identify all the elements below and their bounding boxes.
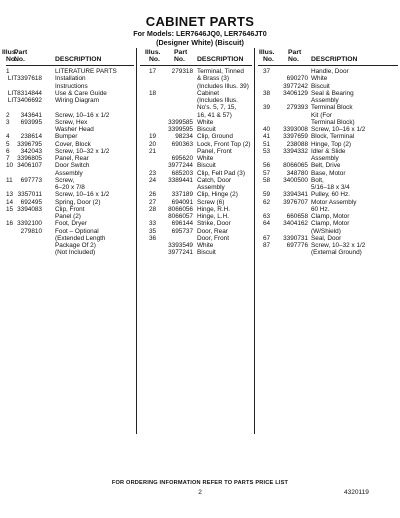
part-number: 8066065 bbox=[283, 162, 308, 170]
part-number: 3389441 bbox=[168, 176, 193, 184]
illus-number: 20 bbox=[149, 140, 157, 148]
parts-row bbox=[140, 199, 252, 206]
part-description: Screw (6) bbox=[197, 198, 225, 206]
part-number: 3394341 bbox=[283, 191, 308, 199]
part-number: 3393008 bbox=[283, 126, 308, 133]
part-description: (External Ground) bbox=[311, 249, 362, 257]
parts-row bbox=[258, 228, 398, 235]
header-part: Part bbox=[174, 49, 188, 56]
part-description: Bumper bbox=[55, 133, 78, 141]
parts-row bbox=[258, 119, 398, 126]
parts-list bbox=[6, 68, 134, 257]
parts-row bbox=[258, 249, 398, 256]
illus-number: 51 bbox=[263, 140, 271, 148]
part-description: Wiring Diagram bbox=[55, 97, 100, 104]
parts-row bbox=[6, 75, 134, 82]
illus-number: 41 bbox=[263, 133, 271, 141]
part-number: 3394083 bbox=[17, 205, 42, 213]
header-illus-no: No. bbox=[263, 56, 274, 63]
part-number: 3390731 bbox=[283, 234, 308, 242]
part-description: Biscuit bbox=[311, 82, 330, 90]
parts-row bbox=[258, 83, 398, 90]
parts-row bbox=[258, 104, 398, 111]
ordering-info-note: FOR ORDERING INFORMATION REFER TO PARTS PRICE LIST bbox=[111, 480, 289, 486]
parts-row bbox=[258, 220, 398, 227]
illus-number: 7 bbox=[6, 155, 10, 162]
parts-row bbox=[6, 68, 134, 75]
illus-number: 10 bbox=[6, 162, 14, 170]
parts-row bbox=[140, 104, 252, 111]
part-description: Handle, Door bbox=[311, 68, 349, 75]
parts-row bbox=[258, 68, 398, 75]
page-number: 2 bbox=[198, 489, 202, 496]
part-number: 98234 bbox=[175, 133, 193, 141]
parts-row bbox=[140, 155, 252, 162]
part-number: 3396805 bbox=[17, 155, 42, 162]
parts-row bbox=[258, 242, 398, 249]
parts-column-1 bbox=[2, 48, 134, 257]
part-description: Terminal, Tinned bbox=[197, 68, 244, 75]
part-description: Screw, 10–16 x 1/2 bbox=[55, 191, 110, 199]
parts-row bbox=[6, 213, 134, 220]
illus-number: 23 bbox=[149, 169, 157, 177]
part-number: LIT8314844 bbox=[7, 89, 42, 97]
parts-row bbox=[258, 162, 398, 169]
part-number: 693995 bbox=[20, 118, 42, 126]
illus-number: 14 bbox=[6, 198, 14, 206]
part-description: Screw, 10–32 x 1/2 bbox=[55, 147, 110, 155]
part-description: Clip, Ground bbox=[197, 133, 233, 141]
illus-number: 62 bbox=[263, 198, 271, 206]
parts-row bbox=[140, 119, 252, 126]
parts-row bbox=[6, 162, 134, 169]
column-divider bbox=[136, 48, 137, 434]
part-description: White bbox=[197, 155, 214, 162]
parts-row bbox=[6, 206, 134, 213]
part-description: Assembly bbox=[197, 184, 225, 191]
part-number: 238088 bbox=[286, 140, 308, 148]
parts-row bbox=[140, 97, 252, 104]
illus-number: 35 bbox=[149, 227, 157, 235]
illus-number: 1 bbox=[6, 68, 10, 75]
part-number: 697776 bbox=[286, 242, 308, 249]
parts-row bbox=[6, 170, 134, 177]
part-number: 279393 bbox=[286, 104, 308, 112]
parts-row bbox=[258, 75, 398, 82]
parts-row bbox=[6, 97, 134, 104]
parts-row bbox=[140, 148, 252, 155]
illus-number: 58 bbox=[263, 176, 271, 184]
header-description: DESCRIPTION bbox=[197, 56, 244, 63]
part-description: Block, Terminal bbox=[311, 133, 355, 141]
parts-row bbox=[258, 155, 398, 162]
part-description: Cover, Block bbox=[55, 140, 91, 148]
header-description: DESCRIPTION bbox=[311, 56, 358, 63]
part-description: Spring, Door (2) bbox=[55, 198, 101, 206]
column-header bbox=[2, 48, 134, 65]
part-description: Package Of 2) bbox=[55, 242, 96, 249]
models-subtitle: For Models: LER7646JQ0, LER7646JT0 bbox=[133, 29, 267, 38]
part-description: Assembly bbox=[311, 155, 339, 162]
parts-row bbox=[258, 112, 398, 119]
part-description: Panel, Rear bbox=[55, 155, 89, 162]
illus-number: 19 bbox=[149, 133, 157, 141]
illus-number: 16 bbox=[6, 220, 14, 228]
part-description: Door, Front bbox=[197, 234, 229, 242]
parts-row bbox=[140, 83, 252, 90]
parts-row bbox=[258, 133, 398, 140]
parts-row bbox=[6, 242, 134, 249]
part-description: Base, Motor bbox=[311, 169, 346, 177]
parts-row bbox=[140, 112, 252, 119]
parts-row bbox=[6, 133, 134, 140]
parts-row bbox=[6, 199, 134, 206]
part-number: 3400500 bbox=[283, 176, 308, 184]
parts-row bbox=[258, 177, 398, 184]
part-description: Clamp, Motor bbox=[311, 220, 350, 228]
part-number: 3394332 bbox=[283, 147, 308, 155]
part-number: 3399585 bbox=[168, 118, 193, 126]
part-number: 279810 bbox=[20, 227, 42, 235]
part-number: 3977244 bbox=[168, 162, 193, 170]
parts-row bbox=[6, 177, 134, 184]
part-number: 690270 bbox=[286, 75, 308, 83]
part-description: Bolt, bbox=[311, 176, 324, 184]
part-description: Door Switch bbox=[55, 162, 90, 170]
part-description: Seal, Door bbox=[311, 234, 342, 242]
parts-row bbox=[140, 126, 252, 133]
part-description: Use & Care Guide bbox=[55, 89, 107, 97]
part-description: Biscuit bbox=[197, 249, 216, 257]
part-description: Instructions bbox=[55, 82, 88, 90]
header-illus: Illus. bbox=[259, 49, 275, 56]
illus-number: 4 bbox=[6, 133, 10, 141]
part-description: Terminal Block) bbox=[311, 118, 355, 126]
part-number: 690363 bbox=[171, 140, 193, 148]
header-illus-no: No. bbox=[149, 56, 160, 63]
header-part: Part bbox=[14, 49, 28, 56]
parts-row bbox=[6, 155, 134, 162]
header-illus-no: No. bbox=[6, 56, 17, 63]
parts-row bbox=[6, 83, 134, 90]
illus-number: 3 bbox=[6, 118, 10, 126]
part-description: Hinge, L.H. bbox=[197, 213, 229, 220]
part-description: Seal & Bearing bbox=[311, 89, 354, 97]
part-description: Strike, Door bbox=[197, 220, 231, 228]
parts-row bbox=[258, 141, 398, 148]
part-description: 60 Hz. bbox=[311, 205, 330, 213]
part-description: Panel, Front bbox=[197, 147, 232, 155]
part-description: LITERATURE PARTS bbox=[55, 68, 117, 75]
part-description: (Includes Illus. 39) bbox=[197, 82, 249, 90]
part-description: (W/Shield) bbox=[311, 227, 341, 235]
illus-number: 39 bbox=[263, 104, 271, 112]
part-description: Idler & Slide bbox=[311, 147, 346, 155]
illus-number: 38 bbox=[263, 89, 271, 97]
parts-row bbox=[258, 206, 398, 213]
parts-row bbox=[6, 141, 134, 148]
part-number: 660658 bbox=[286, 213, 308, 220]
part-number: 279318 bbox=[171, 68, 193, 75]
parts-row bbox=[140, 242, 252, 249]
part-description: Panel (2) bbox=[55, 213, 81, 220]
header-part-no: No. bbox=[174, 56, 185, 63]
parts-row bbox=[6, 112, 134, 119]
part-description: Pulley, 60 Hz. bbox=[311, 191, 350, 199]
illus-number: 37 bbox=[263, 68, 271, 75]
illus-number: 2 bbox=[6, 111, 10, 119]
parts-row bbox=[6, 126, 134, 133]
part-number: LIT3406692 bbox=[7, 97, 42, 104]
part-number: 337189 bbox=[171, 191, 193, 199]
part-description: Screw, Hex bbox=[55, 118, 88, 126]
parts-row bbox=[140, 141, 252, 148]
part-description: (Extended Length bbox=[55, 234, 106, 242]
illus-number: 5 bbox=[6, 140, 10, 148]
column-header bbox=[258, 48, 398, 65]
illus-number: 28 bbox=[149, 205, 157, 213]
parts-row bbox=[140, 68, 252, 75]
parts-row bbox=[140, 184, 252, 191]
illus-number: 6 bbox=[6, 147, 10, 155]
part-description: White bbox=[197, 242, 214, 249]
part-description: Clamp, Motor bbox=[311, 213, 350, 220]
illus-number: 57 bbox=[263, 169, 271, 177]
part-description: White bbox=[311, 75, 328, 83]
part-description: Hinge, R.H. bbox=[197, 205, 231, 213]
parts-list bbox=[140, 68, 252, 257]
part-description: Catch, Door bbox=[197, 176, 232, 184]
part-number: 3406107 bbox=[17, 162, 42, 170]
illus-number: 53 bbox=[263, 147, 271, 155]
part-number: 238614 bbox=[20, 133, 42, 141]
part-description: No's. 5, 7, 15, bbox=[197, 104, 237, 112]
part-description: Screw, 10–16 x 1/2 bbox=[55, 111, 110, 119]
part-description: Biscuit bbox=[197, 162, 216, 170]
part-description: 5/16–18 x 3/4 bbox=[311, 184, 350, 191]
illus-number: 33 bbox=[149, 220, 157, 228]
part-number: 3977242 bbox=[283, 82, 308, 90]
parts-row bbox=[6, 191, 134, 198]
part-number: 3406129 bbox=[283, 89, 308, 97]
part-description: Foot – Optional bbox=[55, 227, 99, 235]
illus-number: 36 bbox=[149, 234, 157, 242]
parts-column-2 bbox=[140, 48, 252, 257]
parts-row bbox=[140, 213, 252, 220]
illus-number: 56 bbox=[263, 162, 271, 170]
part-number: 3397659 bbox=[283, 133, 308, 141]
parts-row bbox=[258, 191, 398, 198]
illus-number: 27 bbox=[149, 198, 157, 206]
part-number: 685203 bbox=[171, 169, 193, 177]
part-description: Door, Rear bbox=[197, 227, 228, 235]
parts-row bbox=[140, 249, 252, 256]
illus-number: 18 bbox=[149, 89, 157, 97]
illus-number: 11 bbox=[6, 176, 13, 184]
parts-row bbox=[6, 249, 134, 256]
illus-number: 17 bbox=[149, 68, 157, 75]
parts-row bbox=[6, 104, 134, 111]
part-description: Screw, bbox=[55, 176, 75, 184]
illus-number: 24 bbox=[149, 176, 157, 184]
header-illus: Illus. bbox=[145, 49, 161, 56]
part-description: 6–20 x 7/8 bbox=[55, 184, 85, 191]
part-number: 3357011 bbox=[17, 191, 42, 199]
part-number: 3399595 bbox=[168, 126, 193, 133]
parts-row bbox=[258, 170, 398, 177]
part-number: 3976707 bbox=[283, 198, 308, 206]
part-number: 695737 bbox=[171, 227, 193, 235]
part-number: 695620 bbox=[171, 155, 193, 162]
header-part: Part bbox=[288, 49, 302, 56]
part-description: Screw, 10–16 x 1/2 bbox=[311, 126, 366, 133]
illus-number: 15 bbox=[6, 205, 14, 213]
part-number: 3393549 bbox=[168, 242, 193, 249]
part-description: Washer Head bbox=[55, 126, 94, 133]
parts-row bbox=[258, 90, 398, 97]
header-illus: Illus. bbox=[2, 49, 18, 56]
parts-row bbox=[140, 177, 252, 184]
part-description: White bbox=[197, 118, 214, 126]
parts-row bbox=[6, 148, 134, 155]
part-description: Assembly bbox=[55, 169, 83, 177]
parts-row bbox=[140, 191, 252, 198]
part-description: (Includes Illus. bbox=[197, 97, 238, 104]
illus-number: 40 bbox=[263, 126, 271, 133]
part-description: Clip, Front bbox=[55, 205, 85, 213]
header-part-no: No. bbox=[14, 56, 25, 63]
part-number: 3404162 bbox=[283, 220, 308, 228]
parts-row bbox=[258, 97, 398, 104]
column-header bbox=[140, 48, 252, 65]
part-number: 342043 bbox=[20, 147, 42, 155]
illus-number: 59 bbox=[263, 191, 271, 199]
parts-row bbox=[6, 90, 134, 97]
illus-number: 26 bbox=[149, 191, 157, 199]
part-description: Kit (For bbox=[311, 111, 332, 119]
parts-row bbox=[140, 220, 252, 227]
illus-number: 13 bbox=[6, 191, 14, 199]
parts-row bbox=[6, 228, 134, 235]
parts-row bbox=[258, 199, 398, 206]
part-description: Installation bbox=[55, 75, 86, 83]
part-description: Hinge, Top (2) bbox=[311, 140, 352, 148]
parts-row bbox=[140, 133, 252, 140]
document-number: 4320119 bbox=[344, 489, 369, 496]
column-divider bbox=[254, 48, 255, 434]
part-description: Terminal Block bbox=[311, 104, 353, 112]
parts-row bbox=[6, 184, 134, 191]
parts-row bbox=[258, 213, 398, 220]
part-number: 343641 bbox=[20, 111, 42, 119]
parts-row bbox=[6, 119, 134, 126]
part-description: Foot, Dryer bbox=[55, 220, 87, 228]
part-number: 3977241 bbox=[168, 249, 193, 257]
illus-number: 63 bbox=[263, 213, 271, 220]
part-number: 3396795 bbox=[17, 140, 42, 148]
parts-row bbox=[140, 206, 252, 213]
variants-subtitle: (Designer White) (Biscuit) bbox=[156, 38, 244, 47]
part-description: Lock, Front Top (2) bbox=[197, 140, 251, 148]
parts-column-3 bbox=[258, 48, 398, 257]
part-number: 3392100 bbox=[17, 220, 42, 228]
parts-row bbox=[140, 75, 252, 82]
part-description: (Not Included) bbox=[55, 249, 96, 257]
part-number: 692495 bbox=[20, 198, 42, 206]
parts-row bbox=[140, 90, 252, 97]
part-description: Assembly bbox=[311, 97, 339, 104]
parts-row bbox=[6, 235, 134, 242]
part-number: 697773 bbox=[20, 176, 42, 184]
part-description: Screw, 10–32 x 1/2 bbox=[311, 242, 366, 249]
parts-row bbox=[258, 184, 398, 191]
part-description: Clip, Hinge (2) bbox=[197, 191, 238, 199]
part-number: 348780 bbox=[286, 169, 308, 177]
illus-number: 64 bbox=[263, 220, 271, 228]
part-number: LIT3397618 bbox=[7, 75, 42, 83]
parts-row bbox=[140, 235, 252, 242]
illus-number: 21 bbox=[149, 147, 157, 155]
parts-row bbox=[258, 235, 398, 242]
parts-list bbox=[258, 68, 398, 257]
illus-number: 87 bbox=[263, 242, 271, 249]
part-description: 16, 41 & 57) bbox=[197, 111, 232, 119]
page-title: CABINET PARTS bbox=[145, 14, 255, 29]
parts-row bbox=[258, 148, 398, 155]
part-number: 8066056 bbox=[168, 205, 193, 213]
part-number: 8066057 bbox=[168, 213, 193, 220]
part-description: & Brass (3) bbox=[197, 75, 229, 83]
illus-number: 67 bbox=[263, 234, 271, 242]
parts-row bbox=[258, 126, 398, 133]
part-description: Motor Assembly bbox=[311, 198, 357, 206]
part-description: Biscuit bbox=[197, 126, 216, 133]
part-number: 696144 bbox=[171, 220, 193, 228]
parts-row bbox=[140, 162, 252, 169]
part-description: Clip, Felt Pad (3) bbox=[197, 169, 245, 177]
parts-row bbox=[6, 220, 134, 227]
header-part-no: No. bbox=[288, 56, 299, 63]
header-description: DESCRIPTION bbox=[55, 56, 102, 63]
part-number: 694091 bbox=[171, 198, 193, 206]
parts-row bbox=[140, 170, 252, 177]
part-description: Belt, Drive bbox=[311, 162, 341, 170]
part-description: Cabinet bbox=[197, 89, 220, 97]
parts-row bbox=[140, 228, 252, 235]
